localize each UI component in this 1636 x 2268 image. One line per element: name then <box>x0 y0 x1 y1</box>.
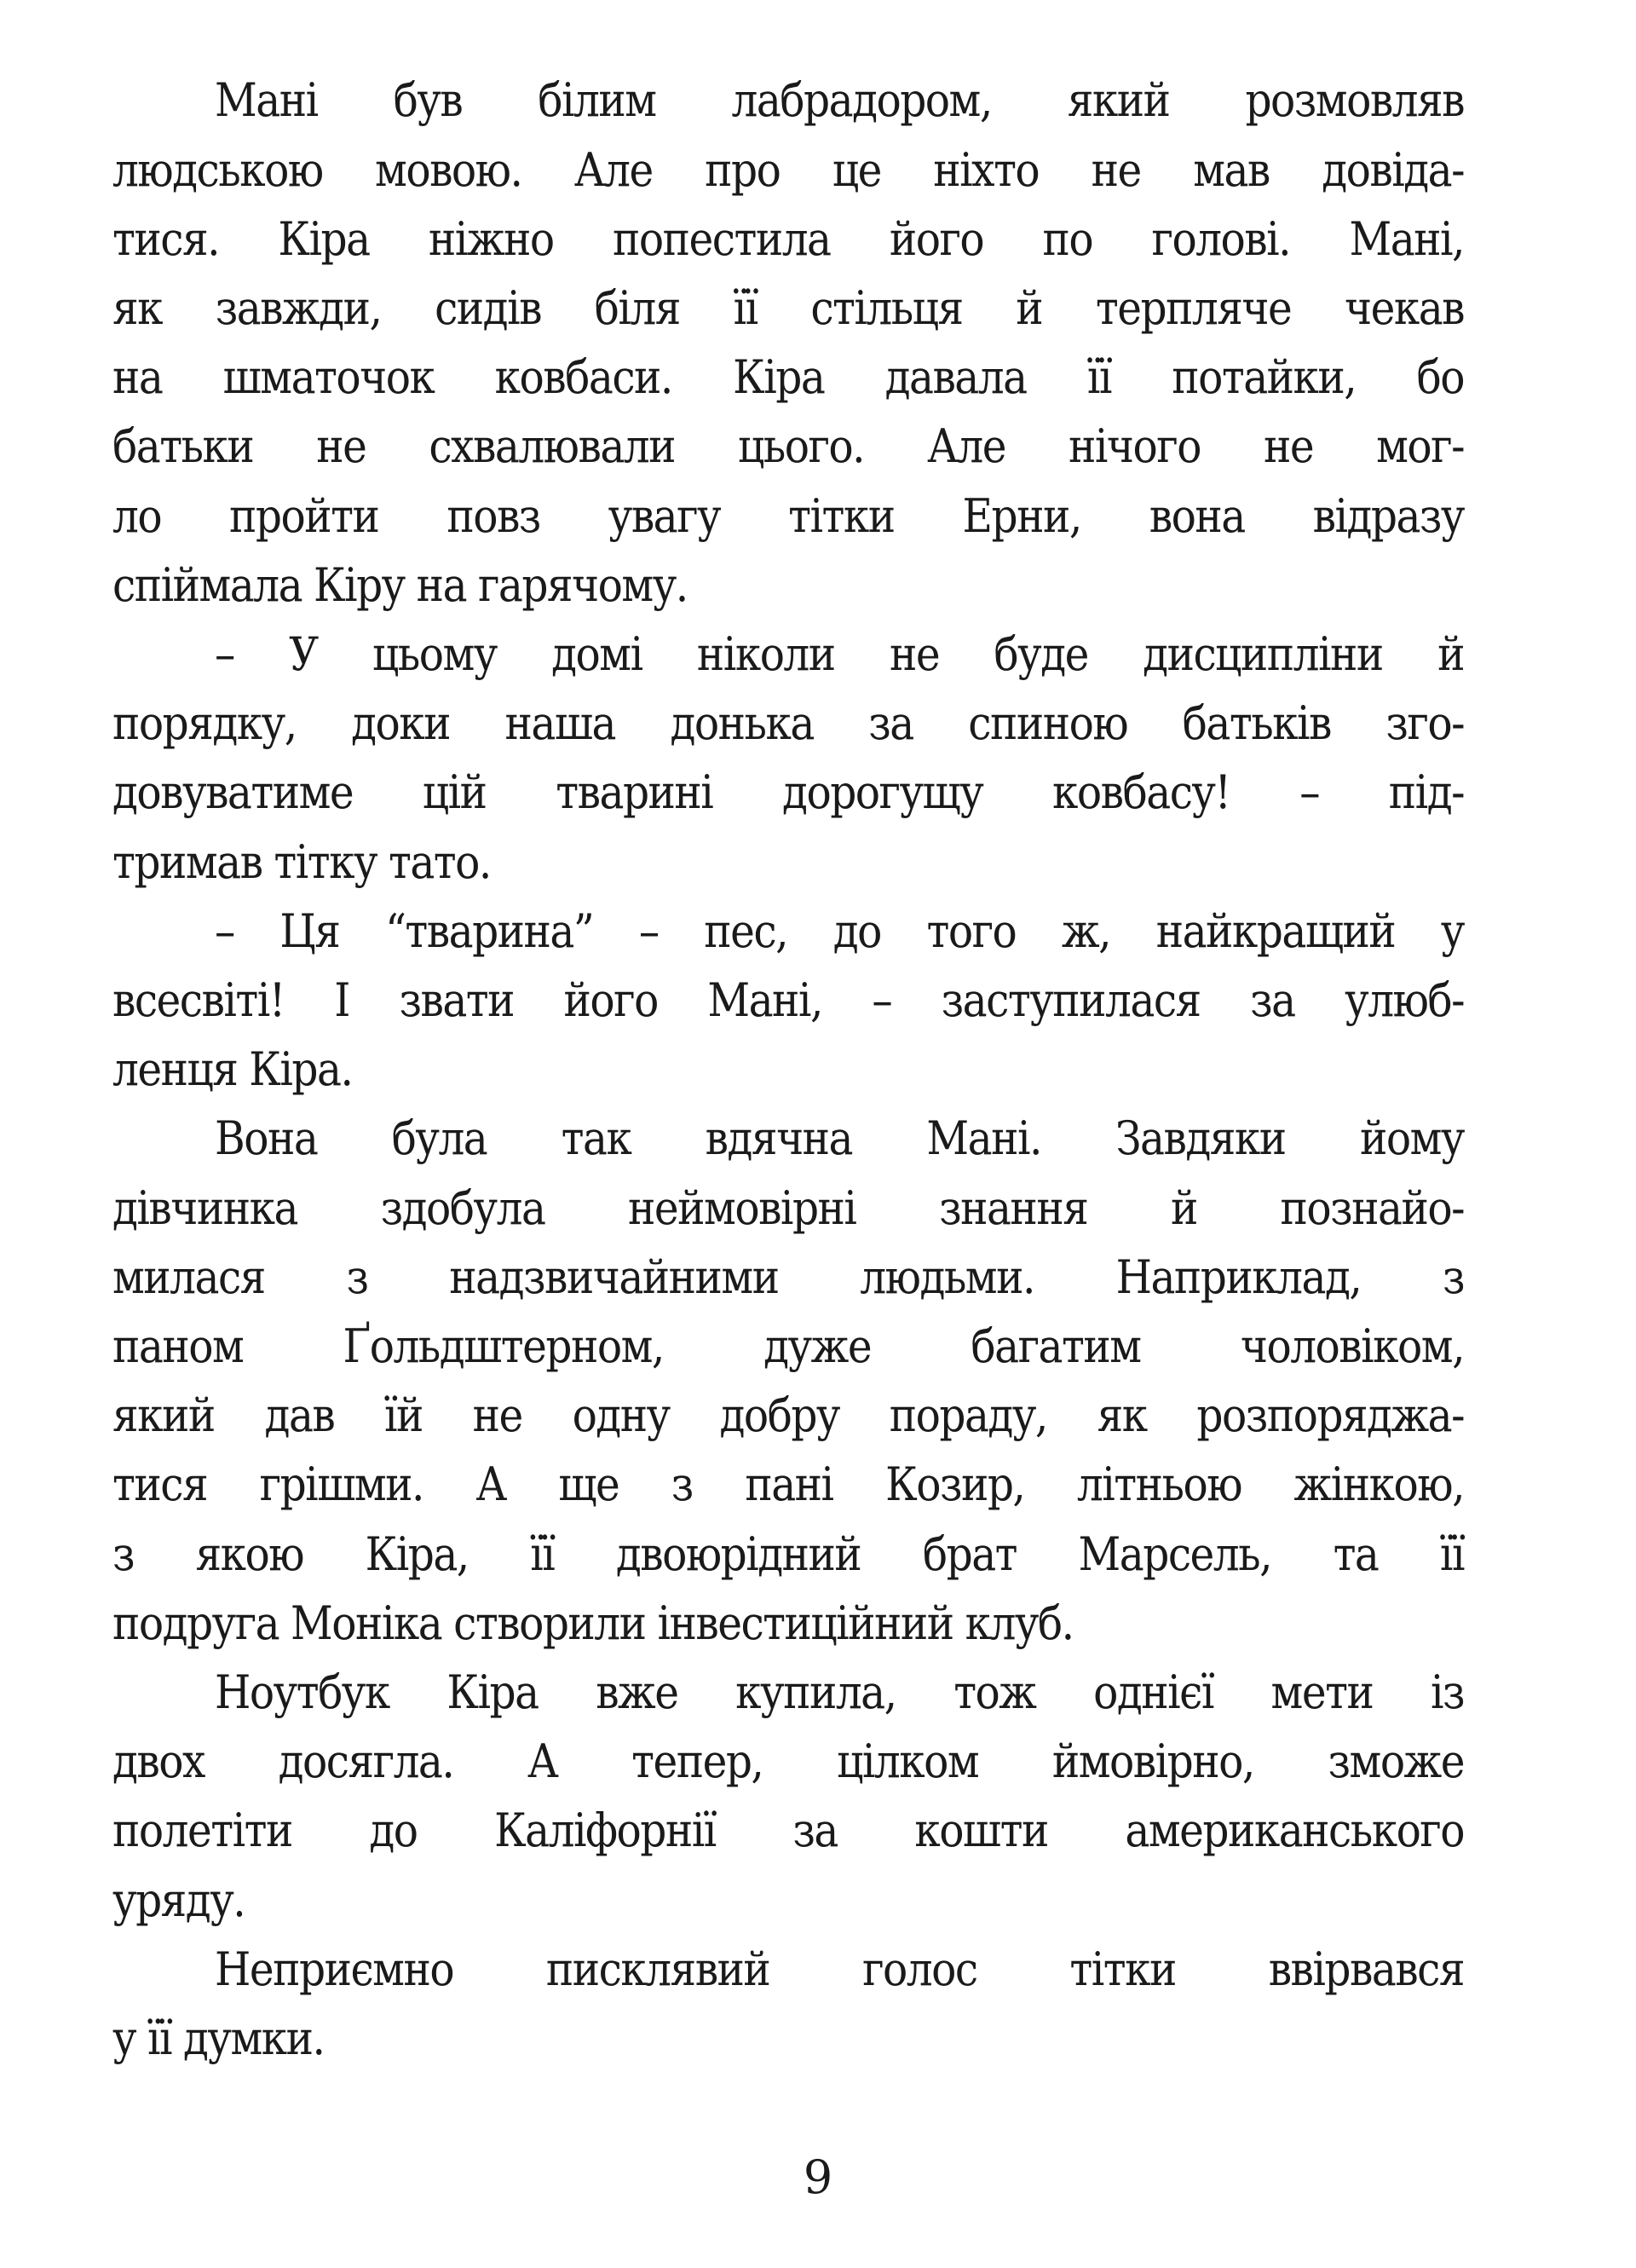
text-line: ло пройти повз увагу тітки Ерни, вона відразу <box>112 489 1464 543</box>
text-line: батьки не схвалювали цього. Але нічого не мог- <box>112 419 1464 473</box>
text-line: – У цьому домі ніколи не буде дисципліни й <box>215 627 1464 681</box>
text-line: довуватиме цій тварині дорогущу ковбасу! – під- <box>112 765 1464 819</box>
text-line: спіймала Кіру на гарячому. <box>112 558 688 612</box>
text-line: дівчинка здобула неймовірні знання й познайо- <box>112 1181 1464 1235</box>
text-line: подруга Моніка створили інвестиційний клуб. <box>112 1596 1074 1650</box>
text-line: на шматочок ковбаси. Кіра давала її потайки, бо <box>112 350 1464 404</box>
text-line: Неприємно писклявий голос тітки ввірвався <box>215 1942 1464 1996</box>
text-line: як завжди, сидів біля її стільця й терпляче чекав <box>112 281 1464 335</box>
text-line: тися. Кіра ніжно попестила його по голові. Мані, <box>112 212 1464 266</box>
text-line: уряду. <box>112 1873 245 1927</box>
text-line: тримав тітку тато. <box>112 835 491 889</box>
text-line: тися грішми. А ще з пані Козир, літньою жінкою, <box>112 1457 1464 1511</box>
text-line: полетіти до Каліфорнії за кошти американського <box>112 1803 1464 1857</box>
page-number: 9 <box>803 2150 833 2204</box>
text-line: який дав їй не одну добру пораду, як розпоряджа- <box>112 1388 1464 1442</box>
text-line: у її думки. <box>112 2011 325 2065</box>
text-line: Мані був білим лабрадором, який розмовляв <box>215 73 1464 127</box>
text-line: милася з надзвичайними людьми. Наприклад, з <box>112 1250 1464 1304</box>
text-line: Ноутбук Кіра вже купила, тож однієї мети із <box>215 1665 1464 1719</box>
text-line: паном Ґольдштерном, дуже багатим чоловіком, <box>112 1319 1464 1373</box>
text-line: двох досягла. А тепер, цілком ймовірно, зможе <box>112 1734 1464 1788</box>
text-line: порядку, доки наша донька за спиною батьків зго- <box>112 696 1464 750</box>
text-line: ленця Кіра. <box>112 1042 353 1096</box>
text-line: людською мовою. Але про це ніхто не мав довіда- <box>112 143 1464 197</box>
text-line: Вона була так вдячна Мані. Завдяки йому <box>215 1111 1464 1165</box>
text-line: з якою Кіра, її двоюрідний брат Марсель, та її <box>112 1527 1464 1581</box>
text-line: – Ця “тварина” – пес, до того ж, найкращий у <box>215 904 1464 958</box>
text-line: всесвіті! І звати його Мані, – заступилася за улюб- <box>112 973 1464 1027</box>
